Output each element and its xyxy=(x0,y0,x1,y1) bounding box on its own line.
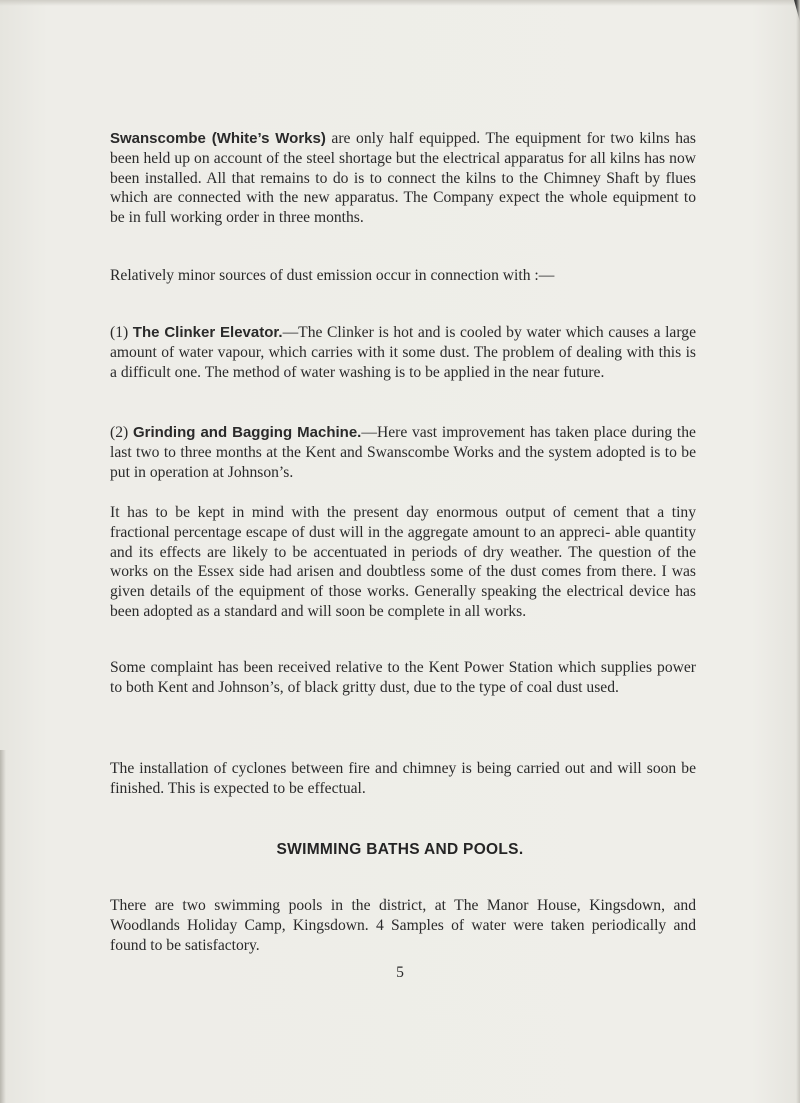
paragraph-clinker-elevator xyxy=(110,323,696,382)
page-right-edge xyxy=(796,0,800,1103)
paragraph-swimming-pools-text: There are two swimming pools in the district, at The Manor House, Kingsdown, and Woodlands Holiday Camp, Kingsdown. 4 Samples of water were taken periodically and found to be satisfactory. xyxy=(110,897,696,954)
grinding-bagging-lead: Grinding and Bagging Machine. xyxy=(132,424,362,441)
paragraph-cyclones xyxy=(110,759,696,799)
item-number-2: (2) xyxy=(110,424,133,441)
paragraph-cyclones-text: The installation of cyclones between fire and chimney is being carried out and will soon be finished. This is expected to be effectual. xyxy=(110,760,696,797)
paragraph-cement-output xyxy=(110,503,696,622)
clinker-elevator-text: —The Clinker is hot and is cooled by water which causes a large amount of water vapour, which carries with it some dust. The problem of dealing with this is a difficult one. The method of water washing is to be applied in the near future. xyxy=(110,324,696,381)
paragraph-swimming-pools xyxy=(110,896,696,955)
page-number: 5 xyxy=(396,964,404,981)
paragraph-swanscombe-text: are only half equipped. The equipment for two kilns has been held up on account of the steel shortage but the electrical apparatus for all kilns has now been installed. All that remains to do is to connect the kilns to the Chimney Shaft by flues which are connected with the new apparatus. The Company expect the whole equipment to be in full working order in three months. xyxy=(110,130,696,227)
paragraph-minor-sources xyxy=(110,266,696,286)
item-number-1: (1) xyxy=(110,324,133,341)
paragraph-minor-sources-text: Relatively minor sources of dust emission occur in connection with :— xyxy=(110,267,555,284)
paragraph-power-station xyxy=(110,658,696,698)
page-top-edge xyxy=(0,0,800,6)
section-heading-swimming: SWIMMING BATHS AND POOLS. xyxy=(276,841,524,858)
clinker-elevator-lead: The Clinker Elevator. xyxy=(132,324,283,341)
paragraph-grinding-bagging xyxy=(110,423,696,482)
grinding-bagging-text: —Here vast improvement has taken place during the last two to three months at the Kent and Swanscombe Works and the system adopted is to be put in operation at Johnson’s. xyxy=(110,424,696,481)
paragraph-swanscombe xyxy=(110,129,696,228)
paragraph-swanscombe-lead: Swanscombe (White’s Works) xyxy=(110,130,326,147)
page-binding-shadow xyxy=(0,750,6,1103)
paragraph-power-station-text: Some complaint has been received relative to the Kent Power Station which supplies power to both Kent and Johnson’s, of black gritty dust, due to the type of coal dust used. xyxy=(110,659,696,696)
paragraph-cement-output-text: It has to be kept in mind with the present day enormous output of cement that a tiny fractional percentage escape of dust will in the aggregate amount to an appreci- able quantity and its effects are likely to be accentuated in periods of dry weather. The question of the works on the Essex side had arisen and doubtless some of the dust comes from there. I was given details of the equipment of those works. Generally speaking the electrical device has been adopted as a standard and will soon be complete in all works. xyxy=(110,504,696,620)
